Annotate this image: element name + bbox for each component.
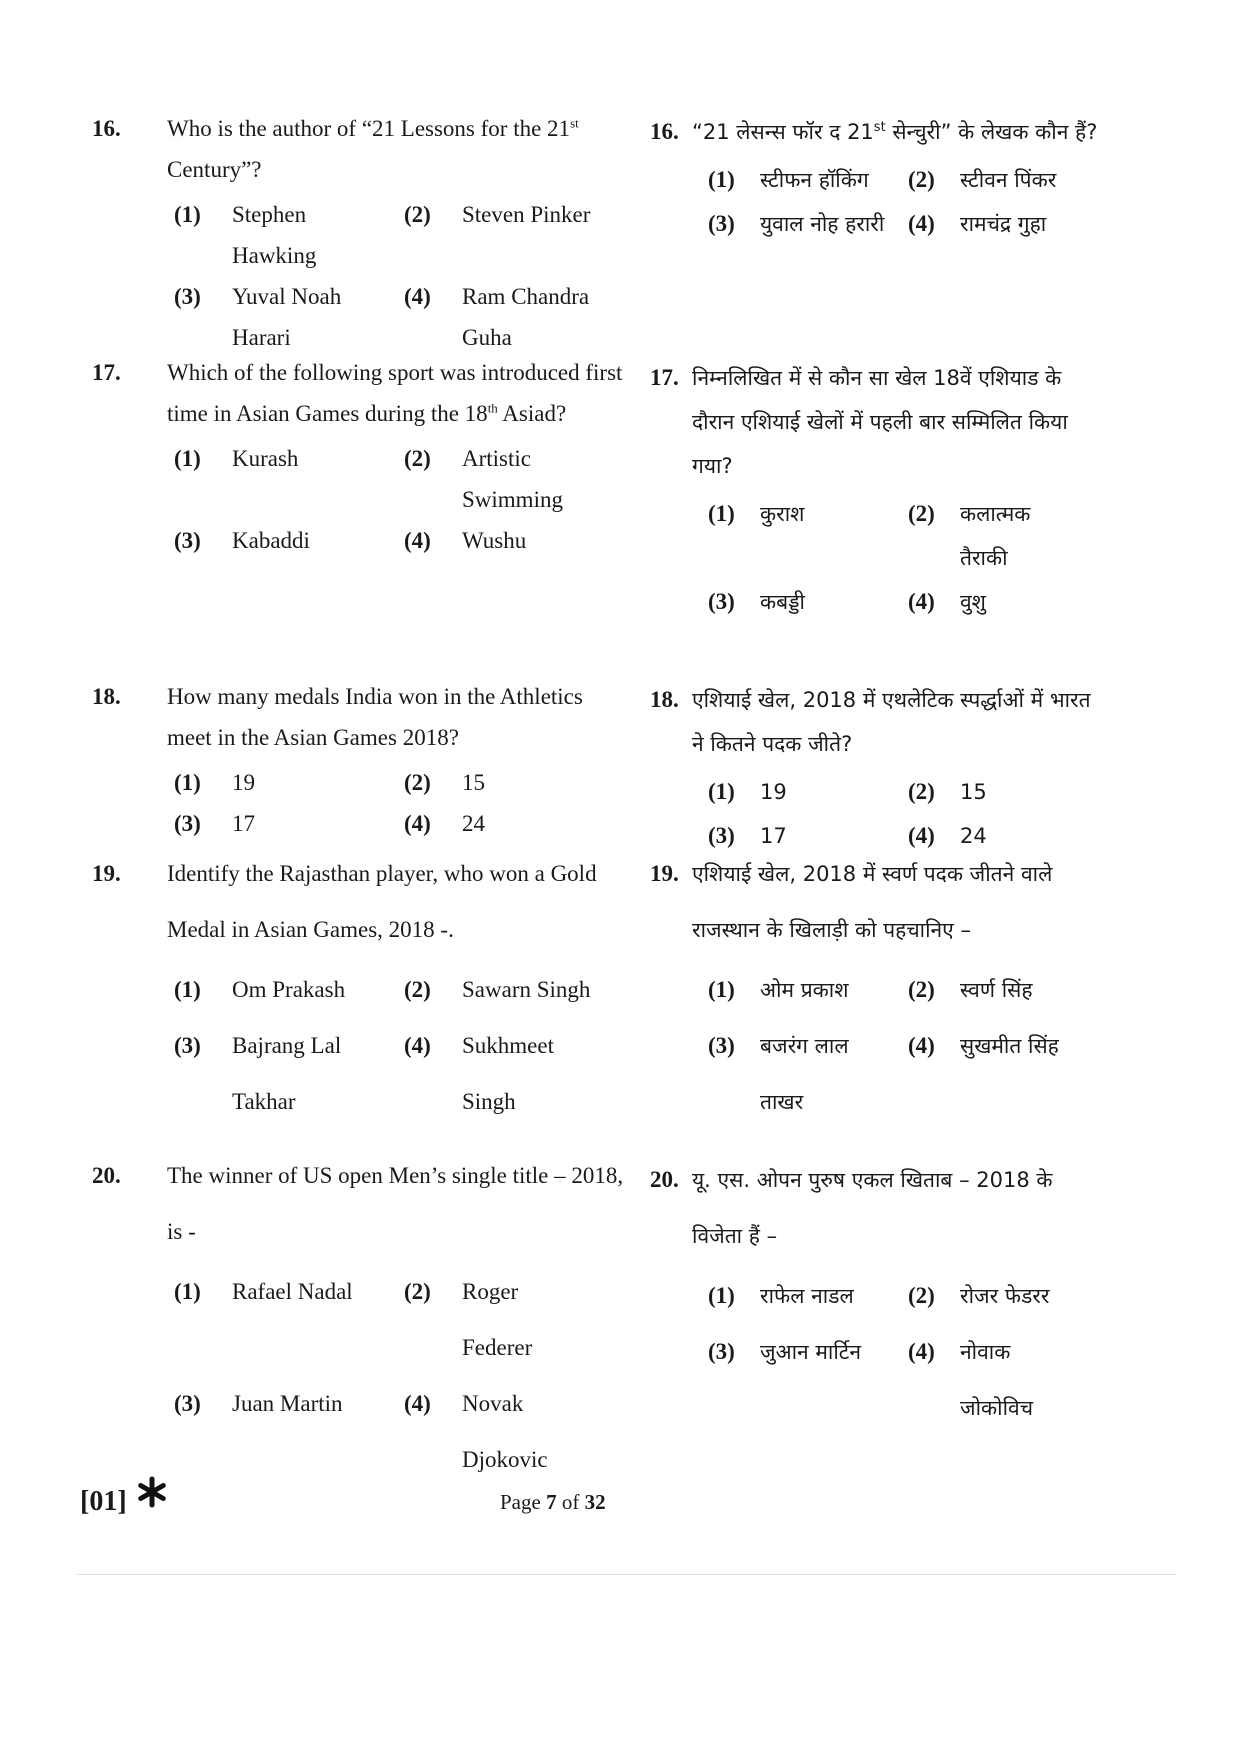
question-text <box>692 110 1098 154</box>
option-number: (3) <box>708 1339 735 1364</box>
question-text-part: Identify the Rajasthan player, who won a Gold Medal in Asian Games, 2018 -. <box>167 861 597 942</box>
option-text: Ram Chandra Guha <box>462 284 590 350</box>
option-text: Rafael Nadal <box>232 1279 353 1304</box>
option-4 <box>404 803 604 844</box>
option-text: वुशु <box>960 590 986 614</box>
option-1 <box>174 194 404 276</box>
option-number: (3) <box>174 811 201 836</box>
option-2 <box>404 1264 604 1376</box>
option-number: (3) <box>174 284 201 309</box>
page-total: 32 <box>584 1490 606 1514</box>
option-3 <box>174 520 404 561</box>
question-text-part: एशियाई खेल, 2018 में स्वर्ण पदक जीतने वाले राजस्थान के खिलाड़ी को पहचानिए – <box>692 862 1053 942</box>
option-4 <box>404 276 604 358</box>
option-text: Yuval Noah Harari <box>232 284 342 350</box>
option-text: स्वर्ण सिंह <box>960 978 1033 1002</box>
option-number: (3) <box>174 528 201 553</box>
options-list <box>174 1264 632 1488</box>
option-3 <box>174 276 404 358</box>
footer-divider <box>76 1574 1176 1575</box>
option-2 <box>404 194 604 276</box>
question-text-part: यू. एस. ओपन पुरुष एकल खिताब – 2018 के विजेता हैं – <box>692 1168 1053 1248</box>
option-number: (4) <box>404 811 431 836</box>
option-number: (1) <box>708 977 735 1002</box>
option-text: 17 <box>760 824 787 848</box>
question-number: 20. <box>92 1163 121 1188</box>
option-number: (2) <box>404 770 431 795</box>
option-text: Bajrang Lal Takhar <box>232 1033 342 1114</box>
option-text: बजरंग लाल ताखर <box>760 1034 849 1114</box>
option-text: 24 <box>462 811 485 836</box>
option-2 <box>908 492 1088 580</box>
option-text: राफेल नाडल <box>760 1284 854 1308</box>
option-number: (2) <box>908 1283 935 1308</box>
option-2 <box>404 762 604 803</box>
superscript: st <box>570 115 579 131</box>
question-text <box>692 678 1098 766</box>
option-text: 15 <box>462 770 485 795</box>
option-text: Sukhmeet Singh <box>462 1033 554 1114</box>
option-text: ओम प्रकाश <box>760 978 849 1002</box>
option-text: Artistic Swimming <box>462 446 563 512</box>
question-18-hindi <box>650 678 1098 858</box>
question-text <box>692 1152 1098 1264</box>
page-number <box>500 1490 606 1515</box>
option-text: जुआन मार्टिन <box>760 1340 862 1364</box>
option-text: 15 <box>960 780 987 804</box>
option-text: Stephen Hawking <box>232 202 317 268</box>
option-number: (3) <box>174 1391 201 1416</box>
option-number: (1) <box>708 501 735 526</box>
option-4 <box>404 1018 604 1130</box>
option-number: (4) <box>404 1033 431 1058</box>
option-number: (2) <box>908 167 935 192</box>
question-number: 18. <box>92 684 121 709</box>
question-text-part: “21 लेसन्स फॉर द 21 <box>692 120 874 144</box>
option-number: (1) <box>708 167 735 192</box>
option-3 <box>174 1018 404 1130</box>
asterisk-icon <box>136 1476 168 1508</box>
option-text: सुखमीत सिंह <box>960 1034 1059 1058</box>
option-1 <box>174 1264 404 1376</box>
option-number: (1) <box>708 779 735 804</box>
question-18-english <box>92 676 632 844</box>
option-3 <box>708 580 908 624</box>
option-1 <box>708 770 908 814</box>
question-text <box>167 108 632 190</box>
option-number: (1) <box>708 1283 735 1308</box>
option-text: Roger Federer <box>462 1279 533 1360</box>
options-list <box>174 962 632 1130</box>
option-number: (4) <box>404 1391 431 1416</box>
question-17-hindi <box>650 356 1098 624</box>
option-number: (4) <box>404 284 431 309</box>
options-list <box>174 438 632 561</box>
question-16-hindi <box>650 110 1098 246</box>
option-text: कलात्मक तैराकी <box>960 502 1031 570</box>
option-number: (2) <box>404 1279 431 1304</box>
options-list <box>708 962 1098 1130</box>
option-1 <box>174 438 404 520</box>
option-4 <box>908 1018 1088 1130</box>
option-3 <box>708 1324 908 1436</box>
option-3 <box>174 1376 404 1488</box>
option-4 <box>404 1376 604 1488</box>
options-list <box>174 762 632 844</box>
option-2 <box>404 962 604 1018</box>
option-3 <box>708 1018 908 1130</box>
option-2 <box>908 962 1088 1018</box>
option-3 <box>174 803 404 844</box>
option-text: Om Prakash <box>232 977 346 1002</box>
option-text: कुराश <box>760 502 805 526</box>
question-text-part: How many medals India won in the Athletics meet in the Asian Games 2018? <box>167 684 583 750</box>
options-list <box>708 158 1098 246</box>
option-4 <box>908 202 1088 246</box>
option-text: Steven Pinker <box>462 202 591 227</box>
question-17-english <box>92 352 632 561</box>
option-text: Juan Martin <box>232 1391 343 1416</box>
option-text: रामचंद्र गुहा <box>960 212 1047 236</box>
option-number: (4) <box>404 528 431 553</box>
question-text-part: Who is the author of “21 Lessons for the 21 <box>167 116 571 141</box>
option-number: (1) <box>174 977 201 1002</box>
option-number: (3) <box>708 823 735 848</box>
options-list <box>708 1268 1098 1436</box>
option-text: Novak Djokovic <box>462 1391 548 1472</box>
question-text <box>167 1148 632 1260</box>
question-text-part: निम्नलिखित में से कौन सा खेल 18वें एशियाड के दौरान एशियाई खेलों में पहली बार सम्मिलित किया गया? <box>692 366 1068 478</box>
option-text: Kurash <box>232 446 299 471</box>
option-2 <box>404 438 604 520</box>
page-separator: of <box>556 1490 585 1514</box>
option-text: Kabaddi <box>232 528 310 553</box>
option-text: Wushu <box>462 528 527 553</box>
option-1 <box>174 962 404 1018</box>
options-list <box>174 194 632 358</box>
option-text: स्टीवन पिंकर <box>960 168 1057 192</box>
option-text: 19 <box>760 780 787 804</box>
question-number: 18. <box>650 687 679 712</box>
option-number: (1) <box>174 770 201 795</box>
option-number: (2) <box>908 779 935 804</box>
question-20-english <box>92 1148 632 1488</box>
option-2 <box>908 1268 1088 1324</box>
question-19-english <box>92 846 632 1130</box>
booklet-code: [01] <box>80 1486 127 1517</box>
question-19-hindi <box>650 846 1098 1130</box>
question-text-part: The winner of US open Men’s single title – 2018, is - <box>167 1163 624 1244</box>
question-text-part: Which of the following sport was introduced first time in Asian Games during the 18 <box>167 360 623 426</box>
option-1 <box>708 1268 908 1324</box>
question-number: 16. <box>650 119 679 144</box>
question-text-part: एशियाई खेल, 2018 में एथलेटिक स्पर्द्धाओं में भारत ने कितने पदक जीते? <box>692 688 1091 756</box>
option-number: (2) <box>404 446 431 471</box>
option-4 <box>908 1324 1088 1436</box>
question-number: 17. <box>92 360 121 385</box>
option-1 <box>708 492 908 580</box>
option-1 <box>708 158 908 202</box>
option-2 <box>908 158 1088 202</box>
question-number: 19. <box>92 861 121 886</box>
question-text <box>167 846 632 958</box>
option-4 <box>908 580 1088 624</box>
option-1 <box>174 762 404 803</box>
option-number: (3) <box>708 1033 735 1058</box>
option-text: कबड्डी <box>760 590 805 614</box>
option-number: (2) <box>908 501 935 526</box>
option-1 <box>708 962 908 1018</box>
options-list <box>708 770 1098 858</box>
question-16-english <box>92 108 632 358</box>
option-text: 17 <box>232 811 255 836</box>
question-number: 20. <box>650 1167 679 1192</box>
option-number: (3) <box>174 1033 201 1058</box>
option-number: (1) <box>174 202 201 227</box>
option-text: स्टीफन हॉकिंग <box>760 168 869 192</box>
question-text-part: Century”? <box>167 157 262 182</box>
option-number: (1) <box>174 1279 201 1304</box>
option-number: (1) <box>174 446 201 471</box>
option-number: (4) <box>908 1033 935 1058</box>
option-text: 19 <box>232 770 255 795</box>
question-text <box>167 676 632 758</box>
option-number: (4) <box>908 211 935 236</box>
question-text <box>167 352 632 434</box>
option-text: नोवाक जोकोविच <box>960 1340 1034 1420</box>
question-number: 19. <box>650 861 679 886</box>
question-text-part: Asiad? <box>497 401 567 426</box>
option-number: (2) <box>404 977 431 1002</box>
question-text <box>692 846 1098 958</box>
question-text-part: सेन्चुरी” के लेखक कौन हैं? <box>885 120 1098 144</box>
option-3 <box>708 202 908 246</box>
option-text: 24 <box>960 824 987 848</box>
superscript: st <box>873 120 886 135</box>
superscript: th <box>487 400 498 416</box>
option-number: (2) <box>404 202 431 227</box>
page-label: Page <box>500 1490 547 1514</box>
options-list <box>708 492 1098 624</box>
question-20-hindi <box>650 1152 1098 1436</box>
page-current: 7 <box>546 1490 557 1514</box>
option-text: रोजर फेडरर <box>960 1284 1050 1308</box>
option-2 <box>908 770 1088 814</box>
option-number: (3) <box>708 211 735 236</box>
option-4 <box>404 520 604 561</box>
option-number: (4) <box>908 823 935 848</box>
option-number: (4) <box>908 589 935 614</box>
option-text: युवाल नोह हरारी <box>760 212 885 236</box>
option-text: Sawarn Singh <box>462 977 591 1002</box>
question-text <box>692 356 1098 488</box>
option-number: (3) <box>708 589 735 614</box>
option-number: (4) <box>908 1339 935 1364</box>
question-number: 16. <box>92 116 121 141</box>
option-number: (2) <box>908 977 935 1002</box>
question-number: 17. <box>650 365 679 390</box>
